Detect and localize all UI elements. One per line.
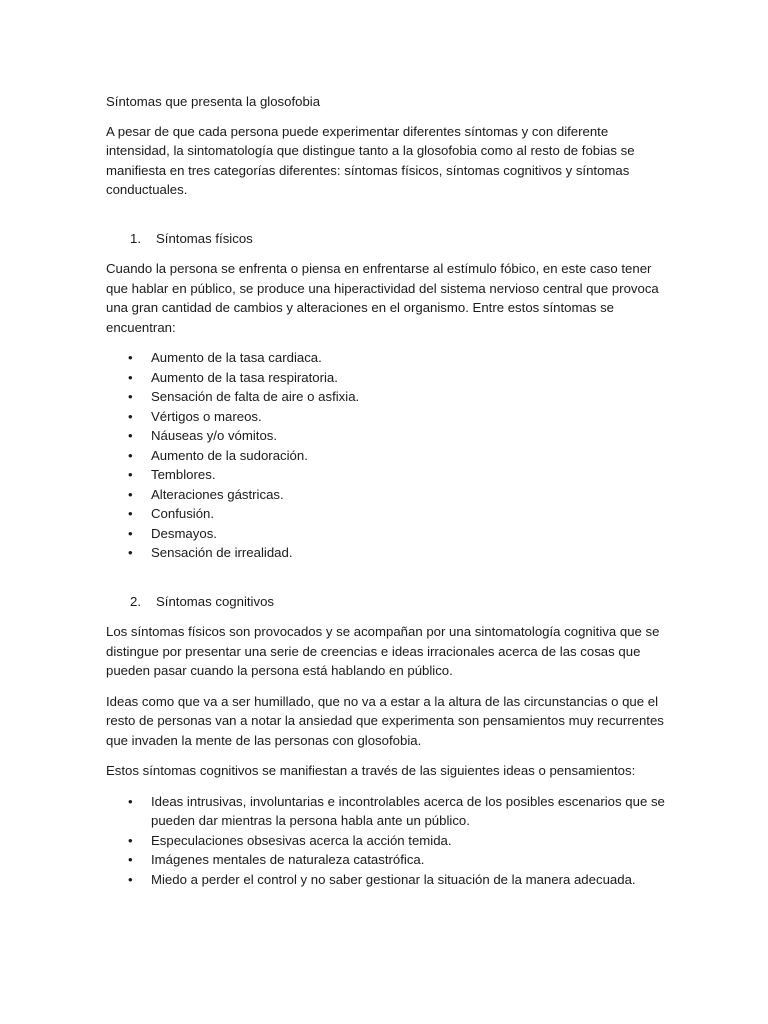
bullet-icon: •: [128, 447, 133, 463]
list-item: [106, 792, 666, 831]
list-item-text: Vértigos o mareos.: [151, 408, 262, 424]
bullet-icon: •: [128, 486, 133, 502]
list-item-text: Náuseas y/o vómitos.: [151, 428, 278, 443]
list-item-text: Confusión.: [151, 506, 215, 521]
section-title: Síntomas físicos: [156, 230, 253, 246]
section-number: 1.: [130, 230, 141, 246]
cognitive-paragraph-3: Estos síntomas cognitivos se manifiestan a través de las siguientes ideas o pensamientos:: [106, 763, 636, 778]
list-item: [106, 465, 666, 485]
list-item: [106, 348, 666, 368]
section-number: 2.: [130, 593, 141, 609]
bullet-icon: •: [128, 793, 133, 809]
bullet-icon: •: [128, 545, 133, 560]
list-item: [106, 543, 666, 563]
document-title: Síntomas que presenta la glosofobia: [106, 94, 321, 109]
list-item: [106, 504, 666, 524]
list-item-text: Sensación de irrealidad.: [151, 545, 293, 560]
list-item-text: Desmayos.: [151, 525, 217, 541]
list-item-text: Alteraciones gástricas.: [151, 486, 284, 502]
bullet-icon: •: [128, 350, 133, 365]
physical-symptoms-list: [106, 348, 666, 563]
document-page: [106, 92, 666, 889]
bullet-icon: •: [128, 389, 133, 404]
cognitive-paragraph-1: Los síntomas físicos son provocados y se acompañan por una sintomatología cognitiva que se distingue por presentar una serie de creencias e ideas irracionales acerca de las cosas que pueden pasar cuando la persona está hablando en público.: [106, 624, 660, 678]
list-item-text: Temblores.: [151, 467, 216, 482]
bullet-icon: •: [128, 506, 133, 521]
bullet-icon: •: [128, 852, 133, 867]
list-item-text: Imágenes mentales de naturaleza catastrófica.: [151, 852, 425, 867]
bullet-icon: •: [128, 832, 133, 848]
list-item-text: Especulaciones obsesivas acerca la acción temida.: [151, 832, 452, 848]
physical-paragraph: Cuando la persona se enfrenta o piensa en enfrentarse al estímulo fóbico, en este caso tener que hablar en público, se produce una hiperactividad del sistema nervioso central que provoca una gran cantidad de cambios y alteraciones en el organismo. Entre estos síntomas se encuentran:: [106, 261, 659, 335]
cognitive-paragraph-2: Ideas como que va a ser humillado, que no va a estar a la altura de las circunstancias o que el resto de personas van a notar la ansiedad que experimenta son pensamientos muy recurrentes que invaden la mente de las personas con glosofobia.: [106, 693, 664, 748]
list-item-text: Miedo a perder el control y no saber gestionar la situación de la manera adecuada.: [151, 871, 636, 887]
list-item-text: Sensación de falta de aire o asfixia.: [151, 389, 360, 404]
bullet-icon: •: [128, 871, 133, 887]
list-item: [106, 850, 666, 870]
list-item: [106, 524, 666, 544]
section-heading-cognitive: [106, 592, 666, 612]
list-item-text: Aumento de la tasa respiratoria.: [151, 369, 338, 385]
list-item: [106, 485, 666, 505]
list-item: [106, 831, 666, 851]
section-title: Síntomas cognitivos: [156, 593, 275, 609]
bullet-icon: •: [128, 467, 133, 482]
intro-paragraph: A pesar de que cada persona puede experimentar diferentes síntomas y con diferente intensidad, la sintomatología que distingue tanto a la glosofobia como al resto de fobias se manifiesta en tres categorías diferentes: síntomas físicos, síntomas cognitivos y síntomas conductuales.: [106, 123, 635, 197]
list-item: [106, 446, 666, 466]
list-item: [106, 368, 666, 388]
list-item: [106, 870, 666, 890]
list-item: [106, 426, 666, 446]
list-item-text: Aumento de la sudoración.: [151, 447, 308, 463]
list-item: [106, 407, 666, 427]
bullet-icon: •: [128, 408, 133, 424]
list-item: [106, 387, 666, 407]
cognitive-symptoms-list: [106, 792, 666, 890]
bullet-icon: •: [128, 428, 133, 443]
section-heading-physical: [106, 229, 666, 249]
list-item-text: Ideas intrusivas, involuntarias e incontrolables acerca de los posibles escenarios que se pueden dar mientras la persona habla ante un público.: [151, 793, 665, 828]
list-item-text: Aumento de la tasa cardiaca.: [151, 350, 322, 365]
bullet-icon: •: [128, 369, 133, 385]
bullet-icon: •: [128, 525, 133, 541]
